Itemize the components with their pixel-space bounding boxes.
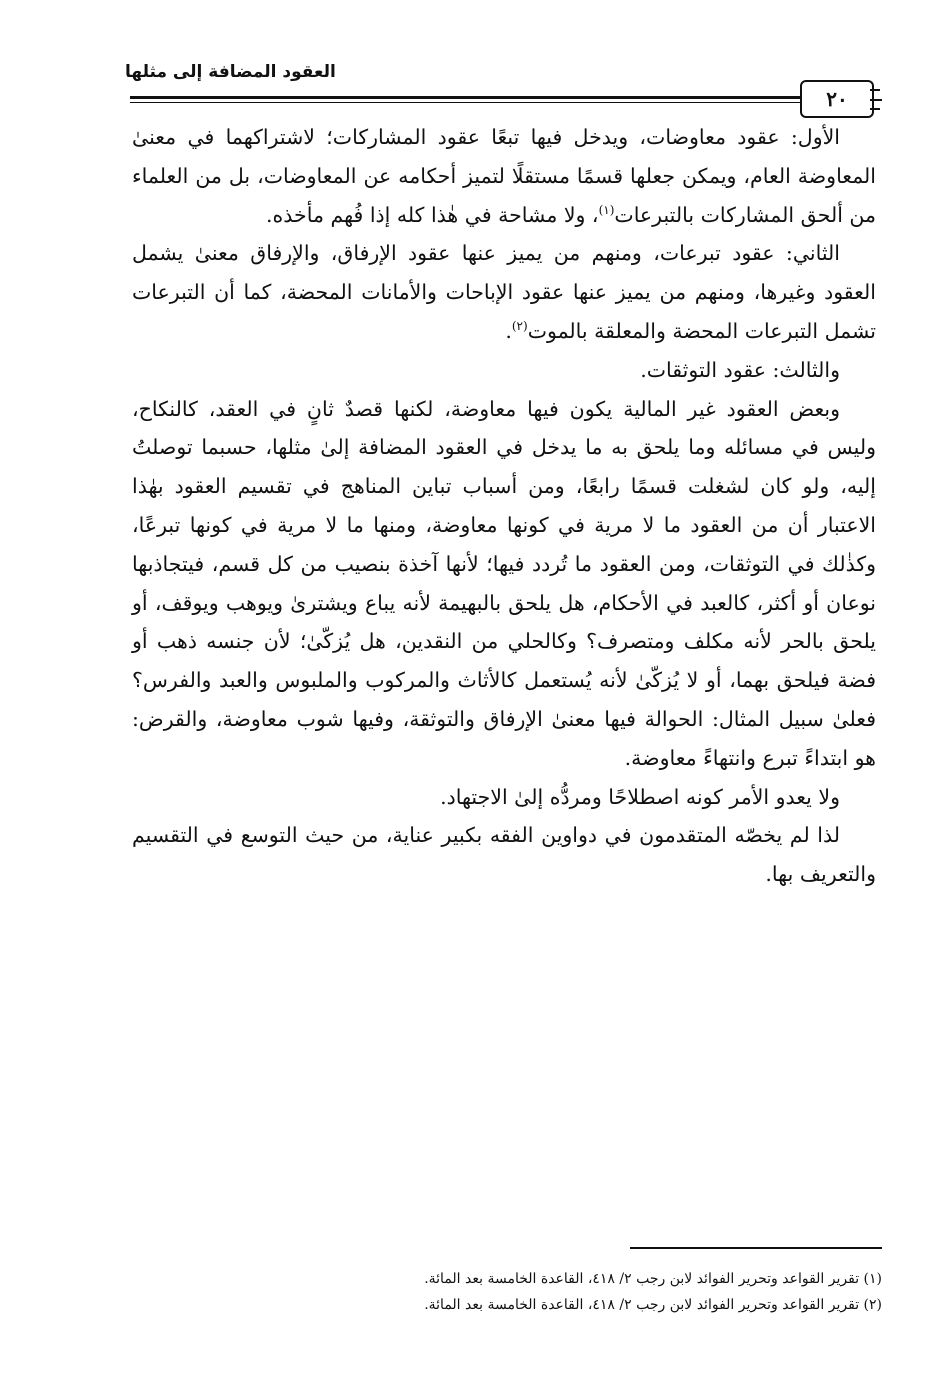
header-rule <box>130 96 800 103</box>
footnote-mark[interactable]: (١) <box>598 202 615 217</box>
paragraph-text: الثاني: عقود تبرعات، ومنهم من يميز عنها عقود الإرفاق، والإرفاق معنىٰ يشمل العقود وغيرها، ومنهم من يميز عنها عقود الإباحات والأمانات المحضة، كما أن التبرعات تشمل التبرعات المحضة والمعلقة بالموت <box>132 241 876 343</box>
page-number-box <box>800 80 874 118</box>
header-ornament-line <box>870 89 880 91</box>
header-ornament-line <box>870 108 880 110</box>
paragraph-text-tail: . <box>505 318 512 343</box>
footnote-separator <box>630 1247 882 1249</box>
paragraph-non-financial-contracts: وبعض العقود غير المالية يكون فيها معاوضة، لكنها قصدٌ ثانٍ في العقد، كالنكاح، وليس في مسائله وما يلحق به ما يدخل في العقود المضافة إلىٰ مثلها، حسبما توصلتُ إليه، ولو كان لشغلت قسمًا رابعًا، ومن أسباب تباين المناهج في تقسيم العقود بهٰذا الاعتبار أن من العقود ما لا مرية في كونها معاوضة، ومنها ما لا مرية في كونها تبرعًا، وكذٰلك في التوثقات، ومن العقود ما تُردد فيها؛ لأنها آخذة بنصيب من كل قسم، فيتجاذبها نوعان أو أكثر، كالعبد في الأحكام، هل يلحق بالبهيمة لأنه يباع ويشترىٰ ويوهب ويوقف، أو يلحق بالحر لأنه مكلف ومتصرف؟ وكالحلي من النقدين، هل يُزكّىٰ؛ لأن جنسه ذهب أو فضة فيلحق بهما، أو لا يُزكّىٰ لأنه يُستعمل كالأثاث والمركوب والملبوس والعبد والفرس؟ فعلىٰ سبيل المثال: الحوالة فيها معنىٰ الإرفاق والتوثقة، وفيها شوب معاوضة، والقرض: هو ابتداءً تبرع وانتهاءً معاوضة. <box>132 396 876 770</box>
body-text <box>132 118 876 894</box>
paragraph-text-tail: ، ولا مشاحة في هٰذا كله إذا فُهم مأخذه. <box>266 202 599 227</box>
footnote-mark[interactable]: (٢) <box>511 319 528 334</box>
running-title: العقود المضافة إلى مثلها <box>125 62 336 82</box>
page-number: ٢٠ <box>826 87 848 111</box>
footnote-2: (٢) تقرير القواعد وتحرير الفوائد لابن رجب ٢/ ٤١٨، القاعدة الخامسة بعد المائة. <box>424 1297 882 1313</box>
header-ornament-line <box>870 99 882 101</box>
paragraph-conclusion: لذا لم يخصّه المتقدمون في دواوين الفقه بكبير عناية، من حيث التوسع في التقسيم والتعريف بها. <box>132 823 876 887</box>
paragraph-first-category <box>132 118 876 234</box>
footnotes <box>300 1266 882 1318</box>
paragraph-text: الأول: عقود معاوضات، ويدخل فيها تبعًا عقود المشاركات؛ لاشتراكهما في معنىٰ المعاوضة العام، ويمكن جعلها قسمًا مستقلًا لتميز أحكامه عن المعاوضات، بل من العلماء من ألحق المشاركات بالتبرعات <box>132 125 876 227</box>
paragraph-terminology: ولا يعدو الأمر كونه اصطلاحًا ومردُّه إلىٰ الاجتهاد. <box>440 784 840 809</box>
footnote-1: (١) تقرير القواعد وتحرير الفوائد لابن رجب ٢/ ٤١٨، القاعدة الخامسة بعد المائة. <box>424 1271 882 1287</box>
paragraph-second-category <box>132 234 876 350</box>
paragraph-third-category: والثالث: عقود التوثقات. <box>640 357 840 382</box>
